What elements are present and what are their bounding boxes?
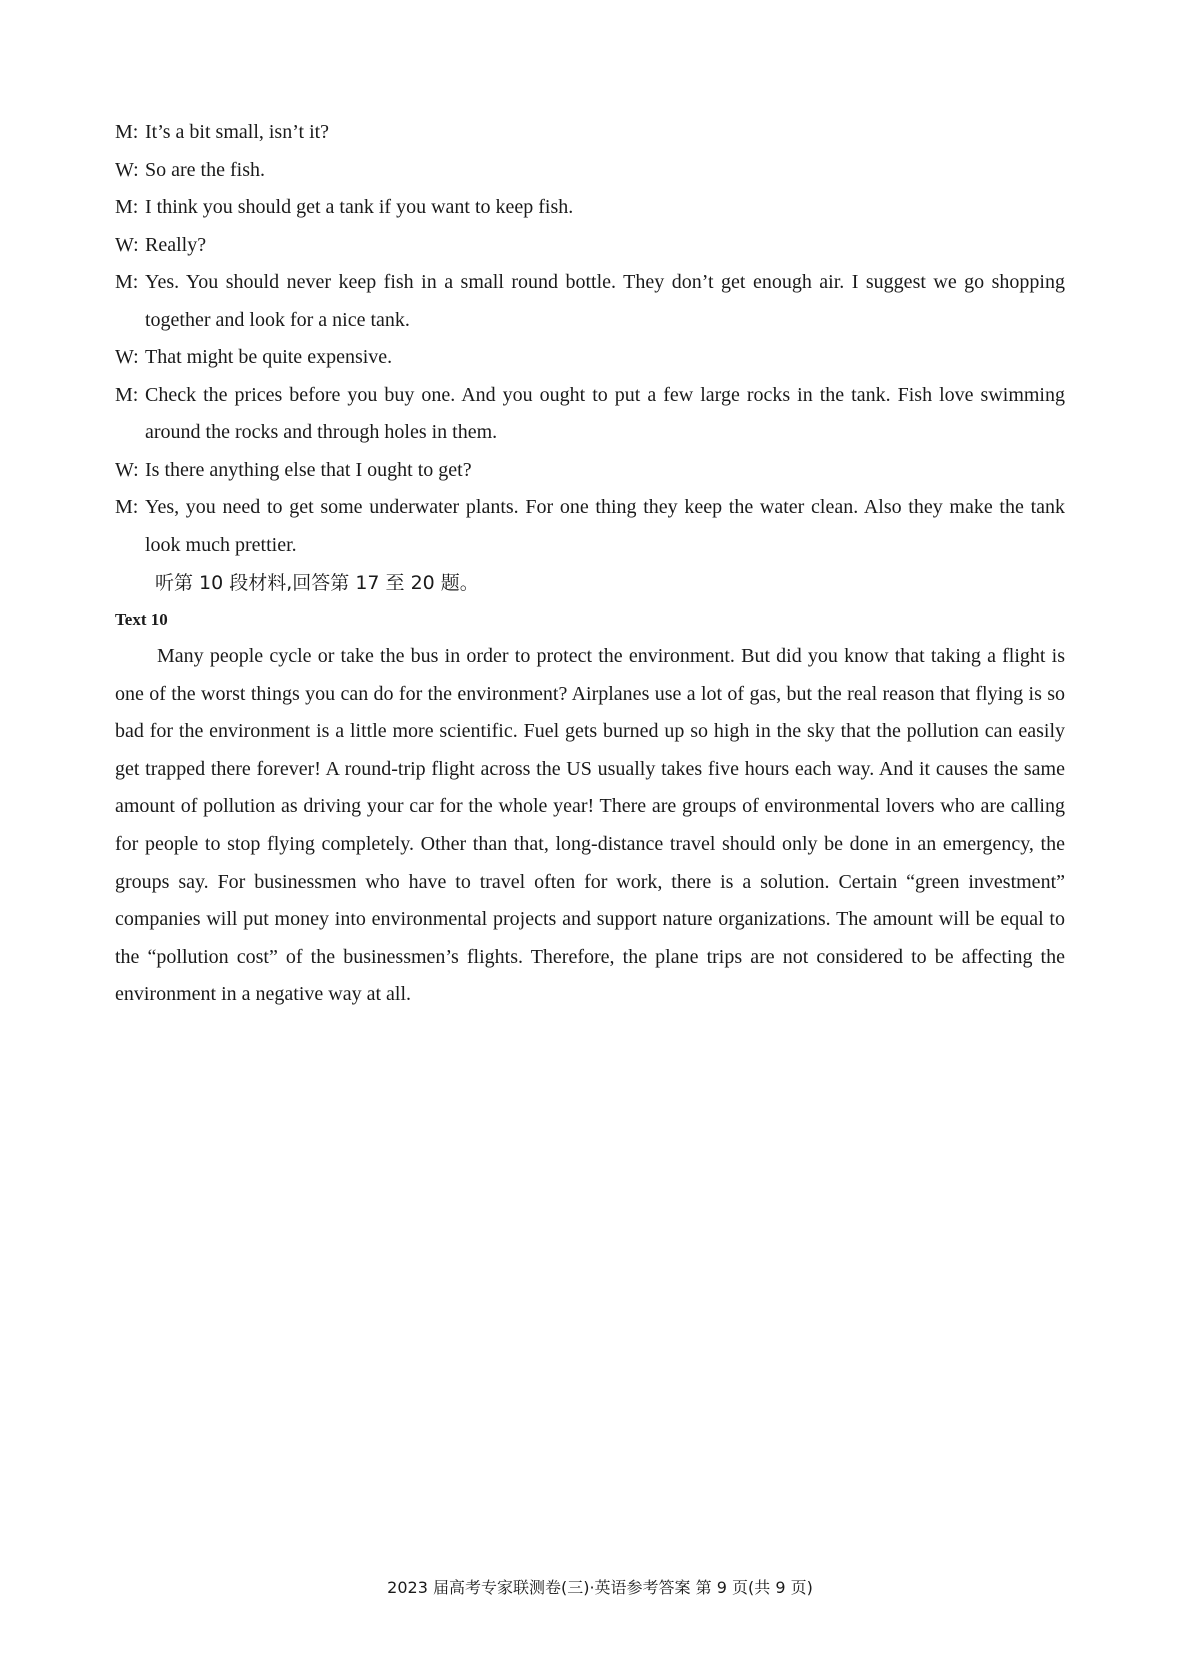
dialogue-text: Really?	[145, 233, 207, 256]
dialogue-line	[115, 152, 1065, 190]
dialogue-text: That might be quite expensive.	[145, 346, 393, 368]
dialogue-line	[115, 114, 1065, 152]
dialogue-text: Check the prices before you buy one. And you ought to put a few large rocks in the tank. Fish love swimming around the rocks and through holes in them.	[145, 383, 1065, 443]
speaker-label: W:	[115, 158, 139, 181]
page-footer: 2023 届高考专家联测卷(三)·英语参考答案 第 9 页(共 9 页)	[387, 1578, 813, 1597]
speaker-label: W:	[115, 233, 139, 256]
dialogue-line	[115, 339, 1065, 377]
dialogue-text: I think you should get a tank if you want to keep fish.	[145, 196, 574, 218]
dialogue-text: So are the fish.	[145, 158, 265, 181]
dialogue-text: Yes. You should never keep fish in a small round bottle. They don’t get enough air. I suggest we go shopping together and look for a nice tank.	[145, 271, 1065, 331]
dialogue	[115, 114, 1065, 564]
speaker-label: M:	[115, 121, 139, 143]
passage-paragraph: Many people cycle or take the bus in order to protect the environment. But did you know that taking a flight is one of the worst things you can do for the environment? Airplanes use a lot of gas, but the real reason that flying is so bad for the environment is a little more scientific. Fuel gets burned up so high in the sky that the pollution can easily get trapped there forever! A round-trip flight across the US usually takes five hours each way. And it causes the same amount of pollution as driving your car for the whole year! There are groups of environmental lovers who are calling for people to stop flying completely. Other than that, long-distance travel should only be done in an emergency, the groups say. For businessmen who have to travel often for work, there is a solution. Certain “green investment” companies will put money into environmental projects and support nature organizations. The amount will be equal to the “pollution cost” of the businessmen’s flights. Therefore, the plane trips are not considered to be affecting the environment in a negative way at all.	[115, 645, 1065, 1006]
speaker-label: M:	[115, 196, 139, 218]
listening-instruction: 听第 10 段材料,回答第 17 至 20 题。	[155, 572, 479, 594]
dialogue-text: It’s a bit small, isn’t it?	[145, 121, 330, 143]
text-heading: Text 10	[115, 610, 168, 629]
dialogue-line	[115, 227, 1065, 265]
dialogue-line	[115, 489, 1065, 564]
dialogue-line	[115, 189, 1065, 227]
speaker-label: M:	[115, 271, 139, 293]
document-body	[115, 114, 1065, 1014]
dialogue-line	[115, 377, 1065, 452]
dialogue-text: Yes, you need to get some underwater plants. For one thing they keep the water clean. Also they make the tank look much prettier.	[145, 496, 1065, 556]
speaker-label: W:	[115, 458, 139, 481]
dialogue-text: Is there anything else that I ought to get?	[145, 458, 472, 481]
speaker-label: M:	[115, 496, 139, 518]
dialogue-line	[115, 452, 1065, 490]
dialogue-line	[115, 264, 1065, 339]
speaker-label: M:	[115, 383, 139, 406]
speaker-label: W:	[115, 346, 139, 368]
